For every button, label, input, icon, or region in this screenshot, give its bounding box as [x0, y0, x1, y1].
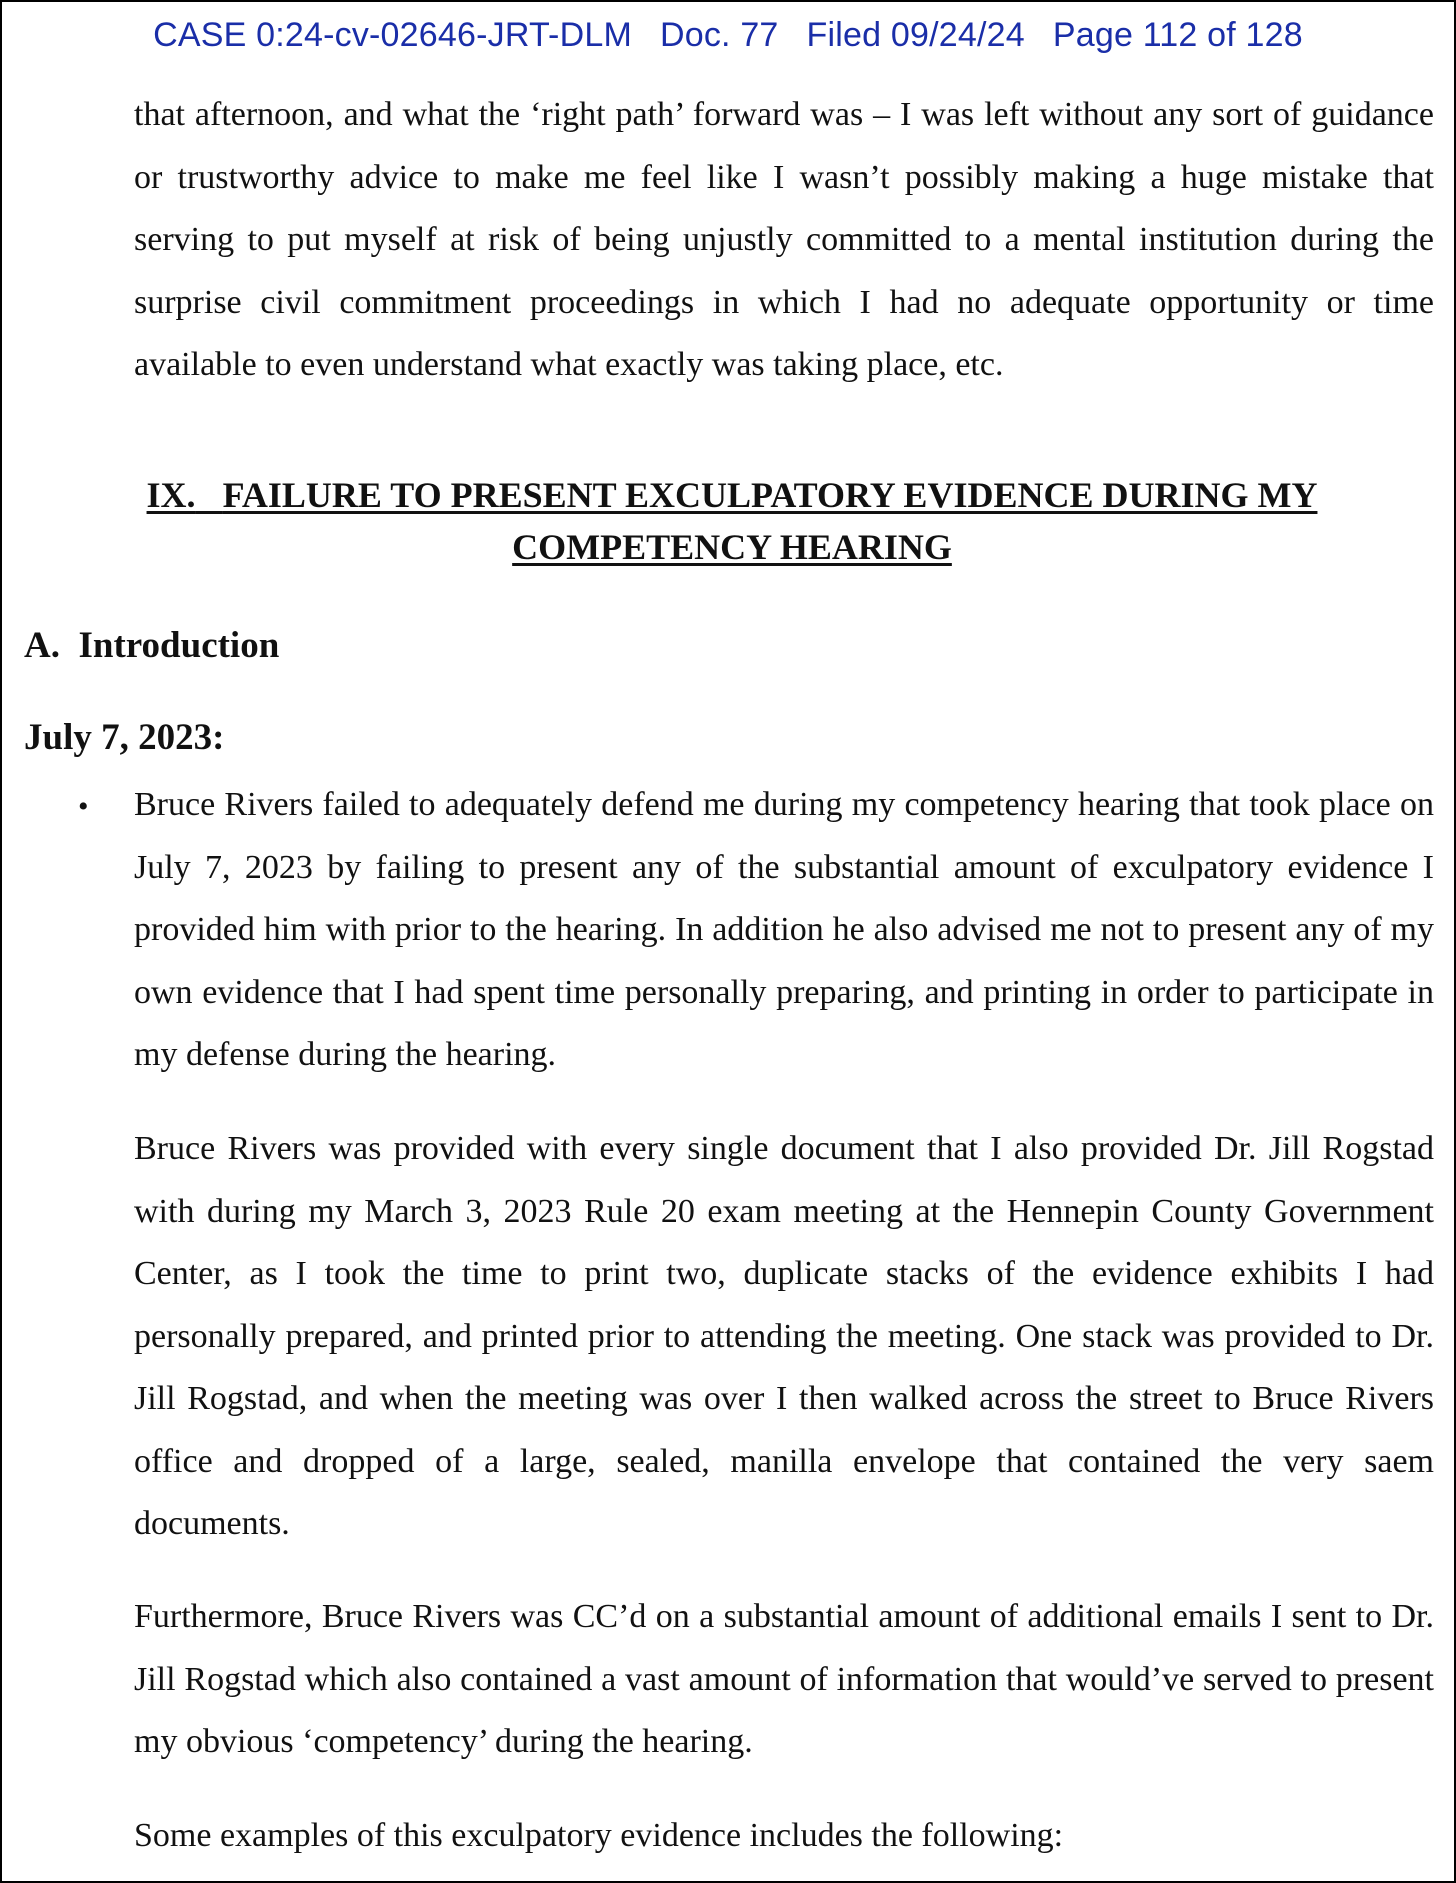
subsection-title: Introduction [78, 625, 280, 666]
paragraph-3: Furthermore, Bruce Rivers was CC’d on a substantial amount of additional emails I sent to Dr. Jill Rogstad which also contained a vast amount of information that would’ve served to present my obvious ‘competency’ during the hearing. [134, 1598, 1434, 1760]
bullet-icon: • [78, 790, 89, 823]
section-heading-line-1 [82, 469, 1382, 521]
doc-number: Doc. 77 [659, 16, 779, 54]
subsection-label: A. [24, 625, 60, 666]
page-number: Page 112 of 128 [1052, 16, 1303, 54]
section-number: IX. [146, 475, 196, 515]
filed-date: Filed 09/24/24 [806, 16, 1025, 54]
section-title-line-2: COMPETENCY HEARING [512, 527, 952, 567]
section-heading [82, 469, 1382, 573]
paragraph-2: Bruce Rivers was provided with every single document that I also provided Dr. Jill Rogstad with during my March 3, 2023 Rule 20 exam meeting at the Hennepin County Government Center, as I took the time to print two, duplicate stacks of the evidence exhibits I had personally prepared, and printed prior to attending the meeting. One stack was provided to Dr. Jill Rogstad, and when the meeting was over I then walked across the street to Bruce Rivers office and dropped of a large, sealed, manilla envelope that contained the very saem documents. [134, 1130, 1434, 1542]
intro-paragraph: that afternoon, and what the ‘right path’ forward was – I was left without any sort of guidance or trustworthy advice to make me feel like I wasn’t possibly making a huge mistake that serving to put myself at risk of being unjustly committed to a mental institution during the surprise civil commitment proceedings in which I had no adequate opportunity or time available to even understand what exactly was taking place, etc. [134, 96, 1434, 383]
section-title-line-1: FAILURE TO PRESENT EXCULPATORY EVIDENCE DURING MY [222, 475, 1318, 515]
case-header [2, 16, 1454, 55]
case-number: CASE 0:24-cv-02646-JRT-DLM [153, 16, 632, 54]
subsection-heading [24, 624, 279, 667]
date-heading: July 7, 2023: [24, 717, 225, 758]
paragraph-4: Some examples of this exculpatory evidence includes the following: [134, 1817, 1064, 1854]
paragraph-1: Bruce Rivers failed to adequately defend me during my competency hearing that took place on July 7, 2023 by failing to present any of the substantial amount of exculpatory evidence I provided him with prior to the hearing. In addition he also advised me not to present any of my own evidence that I had spent time personally preparing, and printing in order to participate in my defense during the hearing. [134, 786, 1434, 1073]
